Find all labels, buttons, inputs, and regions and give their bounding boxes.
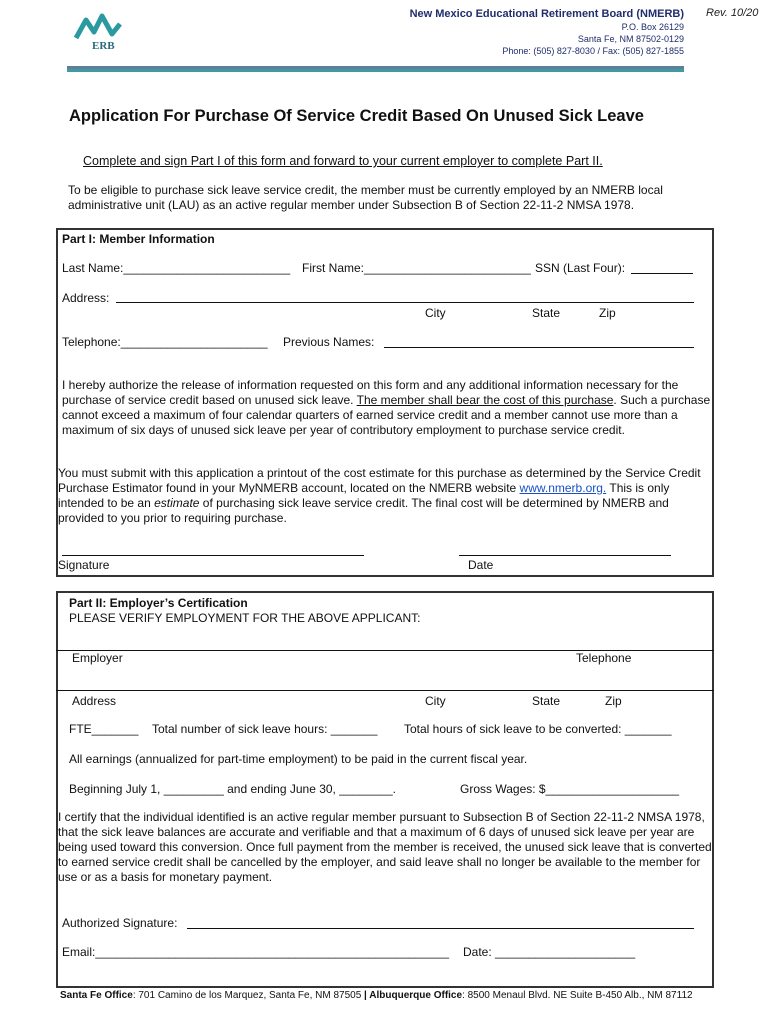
- part1-heading: Part I: Member Information: [62, 232, 215, 246]
- employer-address-label: Address: [72, 694, 117, 708]
- employer-date-field[interactable]: Date: _____________________: [463, 945, 636, 959]
- footer: [60, 990, 693, 1001]
- employer-city-label: City: [425, 694, 446, 708]
- fte-field[interactable]: FTE_______: [69, 722, 139, 736]
- nmerb-link[interactable]: www.nmerb.org.: [519, 481, 607, 495]
- last-name-field[interactable]: Last Name:_________________________: [62, 261, 291, 275]
- page-title: Application For Purchase Of Service Credit Based On Unused Sick Leave: [69, 107, 644, 125]
- logo-text: ERB: [92, 40, 115, 52]
- zip-label: Zip: [599, 306, 616, 320]
- part2-heading: Part II: Employer’s Certification: [69, 596, 248, 610]
- previous-names-label: Previous Names:: [283, 335, 375, 349]
- address-label: Address:: [62, 291, 110, 305]
- mountain-logo-icon: [74, 12, 124, 42]
- city-line: Santa Fe, NM 87502-0129: [577, 34, 684, 44]
- employer-zip-label: Zip: [605, 694, 622, 708]
- header-band: [67, 66, 684, 72]
- gross-wages-field[interactable]: Gross Wages: $____________________: [460, 782, 680, 796]
- employer-address-line[interactable]: [56, 673, 714, 691]
- address-line[interactable]: [116, 289, 694, 303]
- fiscal-year-field[interactable]: Beginning July 1, _________ and ending June 30, ________.: [69, 782, 396, 796]
- previous-names-line[interactable]: [384, 334, 694, 348]
- po-box: P.O. Box 26129: [621, 22, 684, 32]
- telephone-field[interactable]: Telephone:______________________: [62, 335, 268, 349]
- sick-hours-field[interactable]: Total number of sick leave hours: _______: [152, 722, 378, 736]
- santa-fe-address: : 701 Camino de los Marquez, Santa Fe, NM 87505: [132, 990, 362, 1001]
- revision: Rev. 10/20: [706, 7, 759, 19]
- first-name-field[interactable]: First Name:_________________________: [302, 261, 531, 275]
- email-field[interactable]: Email:_____________________________________________________: [62, 945, 450, 959]
- org-name: New Mexico Educational Retirement Board (NMERB): [409, 8, 684, 20]
- employer-label: Employer: [72, 651, 123, 665]
- instructions: Complete and sign Part I of this form and forward to your current employer to complete Part II.: [83, 154, 603, 168]
- authorized-signature-line[interactable]: [187, 915, 694, 929]
- employer-state-label: State: [532, 694, 561, 708]
- date-label: Date: [468, 558, 494, 572]
- signature-label: Signature: [58, 558, 110, 572]
- auth-text-2: . Such a purchase cannot exceed a maximum of four calendar quarters of earned service credit and a member cannot use more than a maximum of six days of unused sick leave per year of contributory employment to purchase service credit.: [62, 393, 711, 437]
- state-label: State: [532, 306, 561, 320]
- submit-text-2: This is only intended to be an: [58, 481, 670, 510]
- erb-logo: [74, 12, 124, 52]
- signature-line[interactable]: [62, 541, 364, 556]
- hours-converted-field[interactable]: Total hours of sick leave to be converted: _______: [404, 722, 672, 736]
- verify-text: PLEASE VERIFY EMPLOYMENT FOR THE ABOVE APPLICANT:: [69, 611, 421, 625]
- authorization-text: [62, 378, 712, 438]
- employer-telephone-label: Telephone: [576, 651, 632, 665]
- submit-text: [58, 466, 712, 526]
- auth-cost-clause: The member shall bear the cost of this purchase: [356, 393, 614, 407]
- submit-text-1: You must submit with this application a printout of the cost estimate for this purchase as determined by the Service Credit Purchase Estimator found in your MyNMERB account, located on the NMERB website: [58, 466, 701, 495]
- ssn-line[interactable]: [631, 260, 693, 274]
- submit-estimate: estimate: [154, 496, 200, 510]
- header-address: [410, 8, 684, 57]
- phone-line: Phone: (505) 827-8030 / Fax: (505) 827-1855: [502, 46, 684, 56]
- certify-text: I certify that the individual identified is an active regular member pursuant to Subsection B of Section 22-11-2 NMSA 1978, that the sick leave balances are accurate and verifiable and that a maximum of 6 days of unused sick leave per year are being used toward this conversion. Once full payment from the member is received, the unused sick leave that is converted to earned service credit shall be cancelled by the employer, and said leave shall no longer be available to the member for use or as a basis for monetary payment.: [58, 810, 712, 884]
- eligibility-text: To be eligible to purchase sick leave service credit, the member must be currently employed by an NMERB local administrative unit (LAU) as an active regular member under Subsection B of Section 22-11-2 NMSA 1978.: [68, 183, 663, 212]
- santa-fe-label: Santa Fe Office: [60, 990, 133, 1001]
- authorized-signature-label: Authorized Signature:: [62, 916, 178, 930]
- employer-line[interactable]: [56, 630, 714, 651]
- ssn-label: SSN (Last Four):: [535, 261, 626, 275]
- auth-text-1: I hereby authorize the release of information requested on this form and any additional information necessary for the purchase of service credit based on unused sick leave.: [62, 378, 679, 407]
- city-label: City: [425, 306, 446, 320]
- albuquerque-label: Albuquerque Office: [369, 990, 463, 1001]
- earnings-text: All earnings (annualized for part-time employment) to be paid in the current fiscal year.: [69, 752, 528, 766]
- submit-text-3: of purchasing sick leave service credit. The final cost will be determined by NMERB and provided to you prior to requiring purchase.: [58, 496, 669, 525]
- albuquerque-address: : 8500 Menaul Blvd. NE Suite B-450 Alb., NM 87112: [462, 990, 693, 1001]
- footer-separator: |: [361, 990, 370, 1001]
- date-line[interactable]: [459, 541, 671, 556]
